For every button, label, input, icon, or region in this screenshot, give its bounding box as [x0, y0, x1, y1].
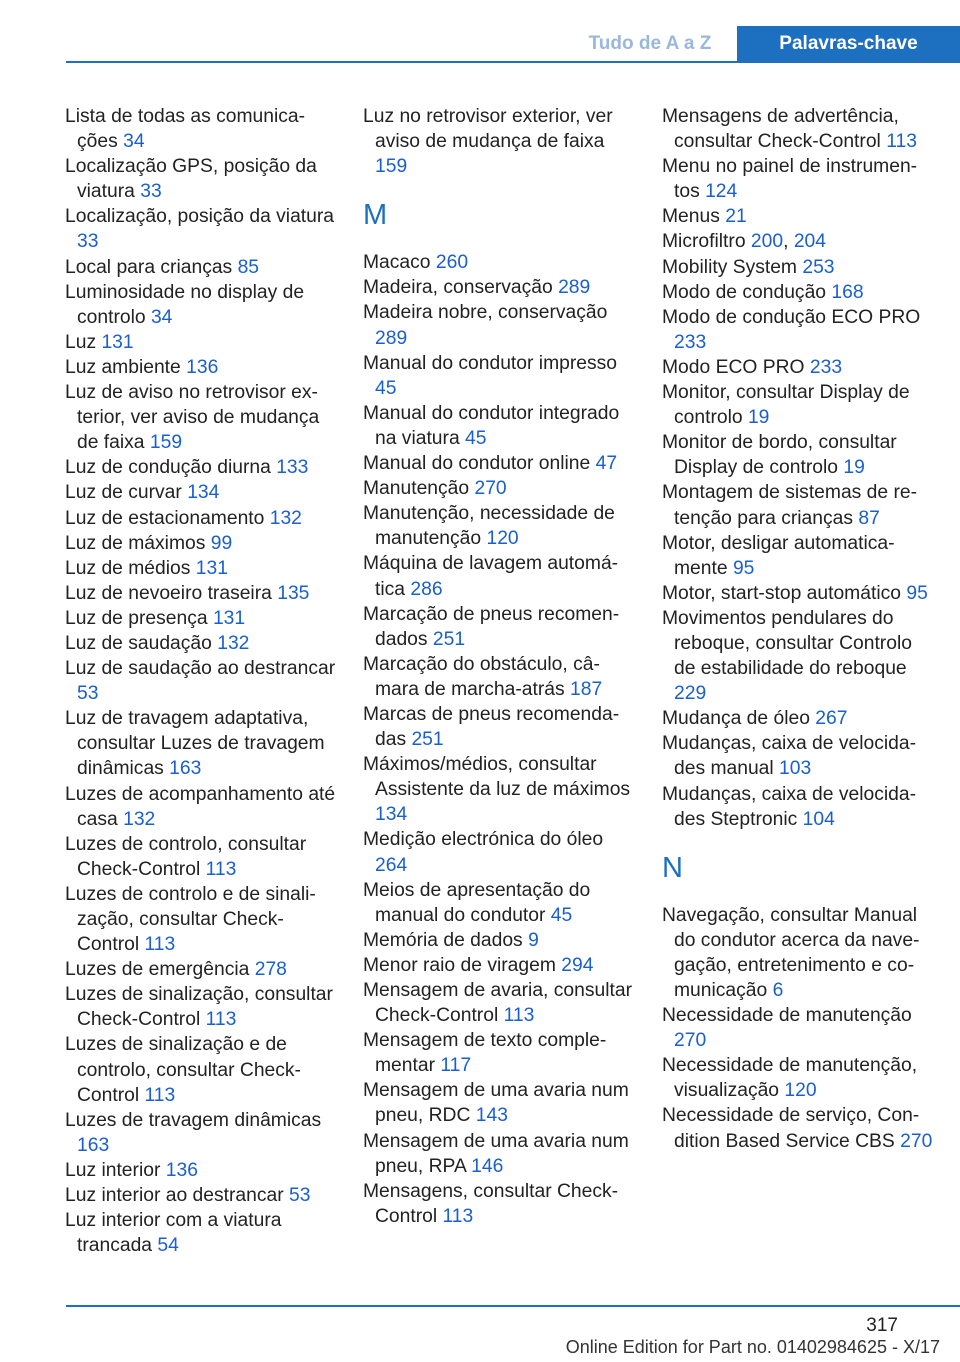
index-term: Localização GPS, posição da viatura	[65, 156, 317, 203]
index-term: Luz	[65, 331, 102, 353]
header-divider	[66, 61, 960, 63]
index-column-1	[65, 104, 337, 1258]
page-reference-link[interactable]: 229	[674, 683, 707, 705]
index-entry	[363, 451, 635, 476]
index-term: Movimentos pendulares do reboque, consultar Controlo de estabilidade do reboque	[662, 607, 912, 680]
index-entry	[65, 154, 337, 204]
index-term: Manual do condutor online	[363, 453, 596, 475]
page-reference-link[interactable]: 117	[440, 1055, 472, 1077]
page-reference-link[interactable]: 95	[906, 582, 928, 604]
index-entry	[363, 1179, 635, 1229]
page-reference-link[interactable]: 264	[375, 854, 408, 876]
index-term: Luz interior com a viatura trancada	[65, 1210, 282, 1257]
index-term: Navegação, consultar Manual do condutor acerca da navegação, entretenimento e comunicação	[662, 904, 920, 1001]
index-entry	[662, 731, 934, 781]
section-letter: N	[662, 851, 683, 884]
page-reference-link[interactable]: 6	[772, 980, 784, 1001]
page-reference-link[interactable]: 132	[123, 808, 156, 830]
index-term: Luz de máximos	[65, 532, 211, 554]
page-reference-link[interactable]: 19	[843, 457, 865, 479]
page-reference-link[interactable]: 103	[779, 758, 812, 780]
index-term: Luz interior	[65, 1159, 166, 1181]
index-term: Luz de travagem adaptativa, consultar Luzes de travagem dinâmicas	[65, 708, 325, 780]
page-reference-link[interactable]: 113	[442, 1205, 474, 1227]
index-term: Mobility System	[662, 256, 803, 278]
index-term: Luzes de controlo e de sinalização, consultar Check-Control	[65, 883, 316, 956]
index-term: Modo de condução ECO PRO	[662, 306, 921, 328]
index-term: Localização, posição da viatura	[65, 206, 335, 228]
page-reference-link[interactable]: 113	[886, 131, 917, 153]
page-reference-link[interactable]: 159	[375, 156, 408, 178]
page-reference-link[interactable]: 104	[802, 808, 835, 830]
index-entry	[662, 255, 934, 280]
page-reference-link[interactable]: 253	[802, 256, 835, 278]
page-reference-link[interactable]: 113	[144, 1084, 176, 1106]
index-entry	[65, 104, 337, 154]
page-reference-link[interactable]: 270	[900, 1130, 933, 1152]
page-reference-link[interactable]: 270	[674, 1030, 707, 1052]
index-term: Luz interior ao destrancar	[65, 1185, 289, 1207]
index-term: Necessidade de manutenção, visualização	[662, 1055, 918, 1102]
index-entry	[363, 250, 635, 275]
page-reference-link[interactable]: 120	[784, 1080, 817, 1102]
index-entry	[65, 506, 337, 531]
index-column-3	[662, 104, 934, 1154]
index-term: Motor, desligar automaticamente	[662, 532, 895, 579]
index-term: Máximos/médios, consultar Assistente da luz de máximos	[363, 754, 631, 801]
page-reference-link[interactable]: 21	[725, 206, 747, 228]
index-term: Modo ECO PRO	[662, 356, 810, 378]
index-entry	[363, 401, 635, 451]
index-entry	[65, 656, 337, 706]
index-entry	[363, 1028, 635, 1078]
page-reference-link[interactable]: 54	[157, 1235, 179, 1257]
index-entry	[65, 631, 337, 656]
index-entry	[662, 430, 934, 480]
index-entry	[65, 1032, 337, 1107]
index-entry	[662, 606, 934, 706]
page-reference-link[interactable]: 267	[815, 708, 848, 730]
page-number: 317	[866, 1315, 898, 1336]
page-reference-link[interactable]: 251	[411, 729, 444, 751]
index-entry	[65, 782, 337, 832]
index-entry	[65, 204, 337, 254]
page-reference-link[interactable]: 134	[187, 482, 220, 504]
page-reference-link[interactable]: 159	[149, 432, 183, 454]
index-term: Necessidade de manutenção	[662, 1005, 912, 1027]
footer-divider	[66, 1305, 960, 1307]
index-term: Medição electrónica do óleo	[363, 829, 604, 851]
index-term: Manual do condutor impresso	[363, 352, 618, 374]
page-reference-link[interactable]: 163	[169, 758, 202, 780]
index-entry	[65, 606, 337, 631]
index-term: Modo de condução	[662, 281, 832, 303]
index-entry	[65, 706, 337, 781]
index-entry	[662, 204, 934, 229]
index-entry	[662, 154, 934, 204]
page-reference-link[interactable]: 286	[410, 578, 443, 600]
page-reference-link[interactable]: 33	[140, 181, 162, 203]
page-reference-link[interactable]: 163	[77, 1134, 110, 1156]
index-term: Luz de presença	[65, 607, 213, 629]
index-term: Monitor, consultar Display de controlo	[662, 382, 910, 429]
index-entry	[65, 531, 337, 556]
index-term: Mensagens de advertência, consultar Check-Control	[662, 106, 899, 153]
index-entry	[662, 581, 934, 606]
page-reference-link[interactable]: 187	[570, 678, 603, 700]
index-column-2	[363, 104, 635, 1229]
index-entry	[662, 380, 934, 430]
page-reference-link[interactable]: 134	[375, 804, 408, 826]
index-term: Memória de dados	[363, 929, 529, 951]
index-term: Menu no painel de instrumentos	[662, 156, 918, 203]
page-reference-link[interactable]: 204	[793, 231, 826, 253]
index-term: Luz de saudação ao destrancar	[65, 658, 336, 680]
index-entry	[363, 928, 635, 953]
tab-tudo-de-a-a-z[interactable]: Tudo de A a Z	[588, 33, 712, 54]
index-term: Macaco	[363, 252, 436, 274]
index-entry	[65, 480, 337, 505]
index-term: Mensagem de avaria, consultar Check-Control	[363, 980, 633, 1027]
index-entry	[363, 652, 635, 702]
index-entry	[363, 752, 635, 827]
index-term: Manutenção, necessidade de manutenção	[363, 503, 615, 550]
page-reference-link[interactable]: 131	[195, 557, 228, 579]
index-entry	[65, 280, 337, 330]
page-reference-link[interactable]: 132	[217, 632, 250, 654]
page-reference-link[interactable]: 34	[150, 306, 173, 328]
index-term: Local para crianças	[65, 256, 238, 278]
index-entry	[363, 702, 635, 752]
index-entry	[363, 351, 635, 401]
index-term: Marcação de pneus recomendados	[363, 603, 620, 650]
index-term: Manutenção	[363, 478, 475, 500]
index-entry	[65, 1183, 337, 1208]
index-entry	[65, 380, 337, 455]
page-reference-link[interactable]: 45	[465, 427, 487, 449]
page-reference-link[interactable]: 87	[858, 507, 880, 529]
index-term: Mensagem de texto complementar	[363, 1030, 607, 1077]
index-term: Marcação do obstáculo, câmara de marcha-atrás	[363, 653, 600, 700]
index-entry	[363, 953, 635, 978]
index-entry	[662, 706, 934, 731]
page-reference-link[interactable]: 113	[503, 1005, 535, 1027]
page-reference-link[interactable]: 278	[254, 959, 287, 981]
index-term: Luz no retrovisor exterior, ver aviso de mudança de faixa	[363, 106, 613, 153]
page-reference-link[interactable]: 120	[486, 528, 519, 550]
edition-footer: Online Edition for Part no. 01402984625 - X/17	[565, 1337, 940, 1357]
index-entry	[65, 882, 337, 957]
index-entry	[662, 1003, 934, 1053]
index-entry: Microfiltro 200, 204	[662, 231, 826, 253]
index-term: Luz de saudação	[65, 632, 218, 654]
index-entry	[65, 255, 337, 280]
index-entry	[65, 330, 337, 355]
index-entry	[662, 1103, 934, 1153]
page-reference-link[interactable]: 19	[747, 407, 770, 429]
page-reference-link[interactable]: 131	[212, 607, 246, 629]
index-entry	[363, 104, 635, 179]
index-term: Luz de nevoeiro traseira	[65, 582, 278, 604]
index-entry	[65, 957, 337, 982]
page-reference-link[interactable]: 260	[435, 252, 469, 274]
page-reference-link[interactable]: 270	[474, 478, 507, 500]
index-term: Luzes de travagem dinâmicas	[65, 1109, 322, 1131]
page-reference-link[interactable]: 136	[186, 356, 219, 378]
index-term: Luzes de sinalização e de controlo, consultar Check-Control	[65, 1034, 301, 1106]
index-term: Mudança de óleo	[662, 708, 816, 730]
index-term: Máquina de lavagem automática	[363, 553, 619, 600]
tab-palavras-chave[interactable]: Palavras-chave	[737, 26, 960, 61]
index-term: Luz de estacionamento	[65, 507, 270, 529]
page-reference-link[interactable]: 133	[276, 457, 309, 479]
index-term: Luz ambiente	[65, 356, 187, 378]
index-term: Luminosidade no display de controlo	[65, 281, 305, 328]
index-term: Mensagem de uma avaria num pneu, RDC	[363, 1080, 629, 1127]
index-entry	[65, 982, 337, 1032]
page-reference-link[interactable]: 146	[471, 1155, 504, 1177]
page-reference-link[interactable]: 99	[210, 532, 233, 554]
index-entry	[65, 832, 337, 882]
index-term: Luz de médios	[65, 557, 196, 579]
index-term: Madeira nobre, conservação	[363, 302, 608, 324]
index-term: Motor, start-stop automático	[662, 582, 907, 604]
index-entry	[662, 903, 934, 1003]
page-reference-link[interactable]: 294	[561, 954, 594, 976]
index-term: Luzes de sinalização, consultar Check-Control	[65, 984, 333, 1031]
index-entry	[662, 355, 934, 380]
index-entry	[662, 782, 934, 832]
index-entry	[662, 1053, 934, 1103]
page-reference-link[interactable]: 45	[375, 377, 397, 399]
index-term: Madeira, conservação	[363, 277, 559, 299]
index-entry	[662, 305, 934, 355]
page-reference-link[interactable]: 113	[205, 858, 237, 880]
index-entry	[363, 878, 635, 928]
index-entry	[363, 551, 635, 601]
index-entry	[363, 275, 635, 300]
index-entry	[65, 556, 337, 581]
index-entry	[363, 978, 635, 1028]
index-entry	[363, 476, 635, 501]
index-term: Menor raio de viragem	[363, 954, 562, 976]
index-entry	[662, 480, 934, 530]
page-reference-link[interactable]: 251	[432, 628, 466, 650]
page-reference-link[interactable]: 53	[77, 683, 99, 705]
index-term: Menus	[662, 206, 726, 228]
page-reference-link[interactable]: 289	[558, 277, 591, 299]
page-reference-link[interactable]: 132	[269, 507, 302, 529]
index-entry	[662, 280, 934, 305]
index-term: Marcas de pneus recomendadas	[363, 703, 620, 751]
index-term: Luzes de controlo, consultar Check-Control	[65, 833, 307, 880]
page-reference-link[interactable]: 9	[528, 929, 539, 951]
index-entry	[363, 1078, 635, 1128]
index-entry	[65, 355, 337, 380]
index-entry	[65, 455, 337, 480]
page-reference-link[interactable]: 233	[809, 356, 843, 378]
page-reference-link[interactable]: 136	[165, 1159, 198, 1181]
page-reference-link[interactable]: 95	[732, 557, 755, 579]
index-term: Luz de aviso no retrovisor exterior, ver aviso de mudança de faixa	[65, 382, 320, 454]
index-term: Meios de apresentação do manual do condutor	[363, 879, 591, 926]
section-letter: M	[363, 199, 388, 232]
index-term: Luz de curvar	[65, 482, 188, 504]
index-entry	[363, 827, 635, 877]
page-reference-link[interactable]: 47	[595, 453, 618, 475]
page-reference-link[interactable]: 53	[289, 1185, 311, 1207]
index-entry	[662, 531, 934, 581]
index-term: Luz de condução diurna	[65, 457, 277, 479]
page-reference-link[interactable]: 135	[277, 582, 310, 604]
page-reference-link[interactable]: 124	[705, 181, 738, 203]
index-entry	[65, 1108, 337, 1158]
index-entry	[363, 602, 635, 652]
index-term: Montagem de sistemas de retenção para crianças	[662, 482, 918, 529]
page-reference-link[interactable]: 289	[375, 327, 408, 349]
index-entry	[363, 300, 635, 350]
page-reference-link[interactable]: 200	[750, 231, 784, 253]
index-term: Monitor de bordo, consultar Display de controlo	[662, 432, 897, 479]
index-entry	[363, 501, 635, 551]
index-term: Lista de todas as comunicações	[65, 106, 306, 153]
index-term: Mensagem de uma avaria num pneu, RPA	[363, 1130, 629, 1177]
page-reference-link[interactable]: 85	[237, 256, 260, 278]
page-reference-link[interactable]: 168	[831, 281, 864, 303]
index-entry	[363, 1129, 635, 1179]
page-reference-link[interactable]: 131	[101, 331, 134, 353]
index-term: Necessidade de serviço, Condition Based Service CBS	[662, 1105, 920, 1152]
index-entry	[65, 1158, 337, 1183]
page-reference-link[interactable]: 34	[123, 131, 145, 153]
index-term: Manual do condutor integrado na viatura	[363, 402, 620, 449]
index-term: Luzes de emergência	[65, 959, 255, 981]
index-term: Luzes de acompanhamento até casa	[65, 783, 336, 830]
page-reference-link[interactable]: 113	[205, 1009, 237, 1031]
index-term: Microfiltro	[662, 231, 751, 253]
page-reference-link[interactable]: 33	[77, 231, 99, 253]
page-reference-link[interactable]: 233	[674, 331, 707, 353]
page-reference-link[interactable]: 143	[475, 1105, 508, 1127]
index-term: Mudanças, caixa de velocidades manual	[662, 733, 917, 780]
page-reference-link[interactable]: 45	[550, 904, 573, 926]
page-reference-link[interactable]: 113	[144, 934, 176, 956]
index-entry	[65, 581, 337, 606]
index-term: Mensagens, consultar Check-Control	[363, 1180, 619, 1227]
index-term: Mudanças, caixa de velocidades Steptronic	[662, 783, 917, 830]
index-entry	[65, 1208, 337, 1258]
index-entry	[662, 104, 934, 154]
